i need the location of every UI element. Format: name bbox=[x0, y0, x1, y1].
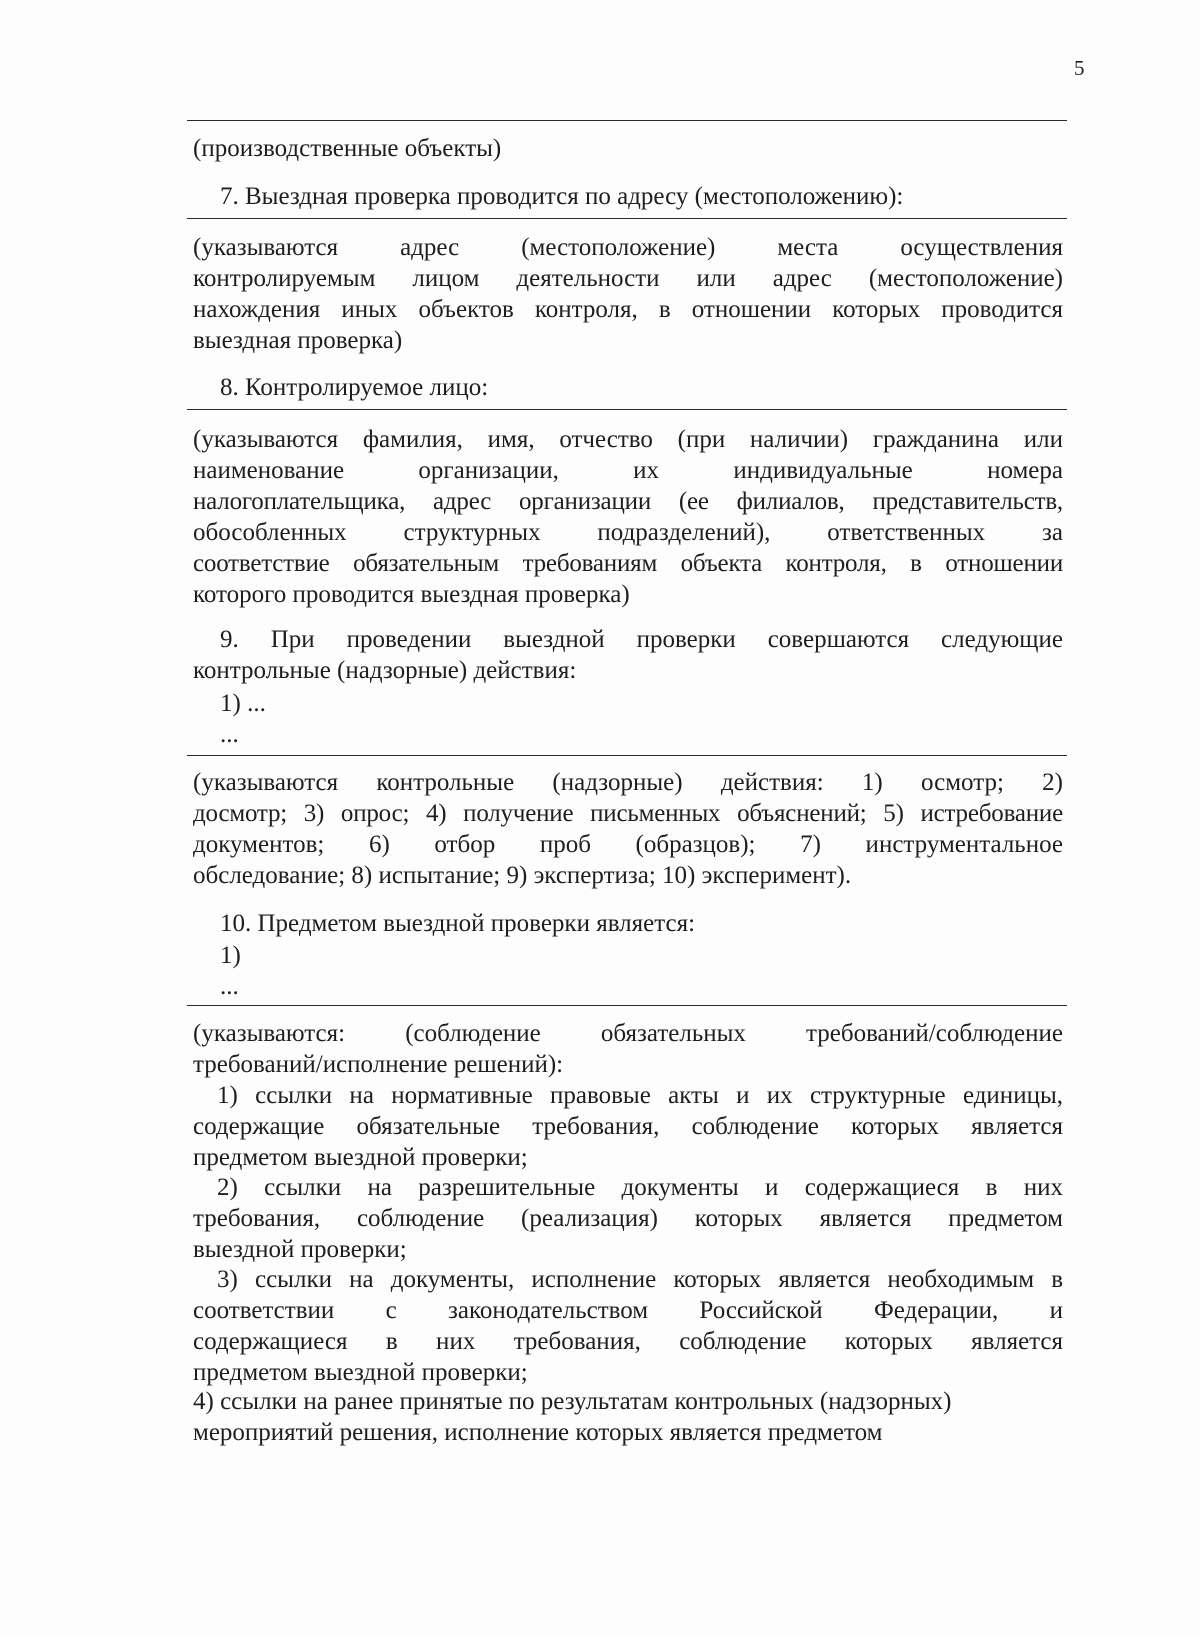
heading-line: 9. При проведении выездной проверки совершаются следующие bbox=[220, 626, 1063, 653]
item-10-caption bbox=[193, 1018, 1063, 1080]
item-8-heading bbox=[220, 372, 1060, 403]
caption-line: выездная проверка) bbox=[193, 327, 403, 354]
caption-line: нахождения иных объектов контроля, в отношении которых проводится bbox=[193, 296, 1063, 323]
caption-line: которого проводится выездная проверка) bbox=[193, 581, 630, 608]
fill-in-line bbox=[187, 1005, 1067, 1006]
heading-text: 7. Выездная проверка проводится по адресу (местоположению): bbox=[220, 183, 904, 210]
caption-line: соответствие обязательным требованиям объекта контроля, в отношении bbox=[193, 550, 1063, 577]
subitem-line: содержащиеся в них требования, соблюдение которых является bbox=[193, 1328, 1063, 1355]
item-10-list bbox=[220, 940, 420, 1002]
caption-line: документов; 6) отбор проб (образцов); 7) инструментальное bbox=[193, 831, 1063, 858]
subitem-line: мероприятий решения, исполнение которых является предметом bbox=[193, 1419, 883, 1446]
item-9-list bbox=[220, 688, 420, 750]
list-item: 1) bbox=[220, 942, 241, 969]
fill-in-line bbox=[187, 755, 1067, 756]
item-7-caption bbox=[193, 232, 1063, 356]
item-9-caption bbox=[193, 767, 1063, 891]
subitem-line: выездной проверки; bbox=[193, 1236, 407, 1263]
caption-line: налогоплательщика, адрес организации (ее филиалов, представительств, bbox=[193, 488, 1063, 515]
heading-line: контрольные (надзорные) действия: bbox=[193, 657, 577, 684]
heading-text: 10. Предметом выездной проверки является: bbox=[220, 910, 696, 937]
subitem-line: 1) ссылки на нормативные правовые акты и их структурные единицы, bbox=[217, 1082, 1063, 1109]
caption-line: (указываются: (соблюдение обязательных требований/соблюдение bbox=[193, 1020, 1063, 1047]
caption-line: требований/исполнение решений): bbox=[193, 1051, 564, 1078]
caption-line: (указываются адрес (местоположение) места осуществления bbox=[193, 234, 1063, 261]
list-ellipsis: ... bbox=[220, 973, 239, 1000]
item-10-subitem-3 bbox=[193, 1264, 1063, 1388]
item-10-subitem-4 bbox=[193, 1386, 1063, 1448]
item-10-heading bbox=[220, 908, 1060, 939]
list-item: 1) ... bbox=[220, 690, 266, 717]
caption-line: обследование; 8) испытание; 9) экспертиза; 10) эксперимент). bbox=[193, 862, 852, 889]
caption-line: (указываются фамилия, имя, отчество (при наличии) гражданина или bbox=[193, 426, 1063, 453]
item-9-heading bbox=[193, 624, 1063, 686]
item-7-heading bbox=[220, 181, 1060, 212]
caption-line: досмотр; 3) опрос; 4) получение письменных объяснений; 5) истребование bbox=[193, 800, 1063, 827]
list-ellipsis: ... bbox=[220, 721, 239, 748]
fill-in-line bbox=[187, 120, 1067, 121]
caption-text: (производственные объекты) bbox=[193, 135, 502, 162]
subitem-line: 4) ссылки на ранее принятые по результатам контрольных (надзорных) bbox=[193, 1388, 952, 1415]
subitem-line: 2) ссылки на разрешительные документы и содержащиеся в них bbox=[217, 1174, 1063, 1201]
caption-line: обособленных структурных подразделений), ответственных за bbox=[193, 519, 1063, 546]
item-8-caption bbox=[193, 424, 1063, 610]
subitem-line: 3) ссылки на документы, исполнение которых является необходимым в bbox=[217, 1266, 1063, 1293]
heading-text: 8. Контролируемое лицо: bbox=[220, 374, 489, 401]
fill-in-line bbox=[187, 218, 1067, 219]
item-10-subitem-1 bbox=[193, 1080, 1063, 1173]
subitem-line: предметом выездной проверки; bbox=[193, 1359, 528, 1386]
caption-objects bbox=[193, 133, 1063, 164]
subitem-line: предметом выездной проверки; bbox=[193, 1144, 528, 1171]
fill-in-line bbox=[187, 409, 1067, 410]
item-10-subitem-2 bbox=[193, 1172, 1063, 1265]
page-number: 5 bbox=[1074, 56, 1085, 80]
subitem-line: соответствии с законодательством Российской Федерации, и bbox=[193, 1297, 1063, 1324]
subitem-line: требования, соблюдение (реализация) которых является предметом bbox=[193, 1205, 1063, 1232]
caption-line: наименование организации, их индивидуальные номера bbox=[193, 457, 1063, 484]
caption-line: (указываются контрольные (надзорные) действия: 1) осмотр; 2) bbox=[193, 769, 1063, 796]
caption-line: контролируемым лицом деятельности или адрес (местоположение) bbox=[193, 265, 1063, 292]
subitem-line: содержащие обязательные требования, соблюдение которых является bbox=[193, 1113, 1063, 1140]
